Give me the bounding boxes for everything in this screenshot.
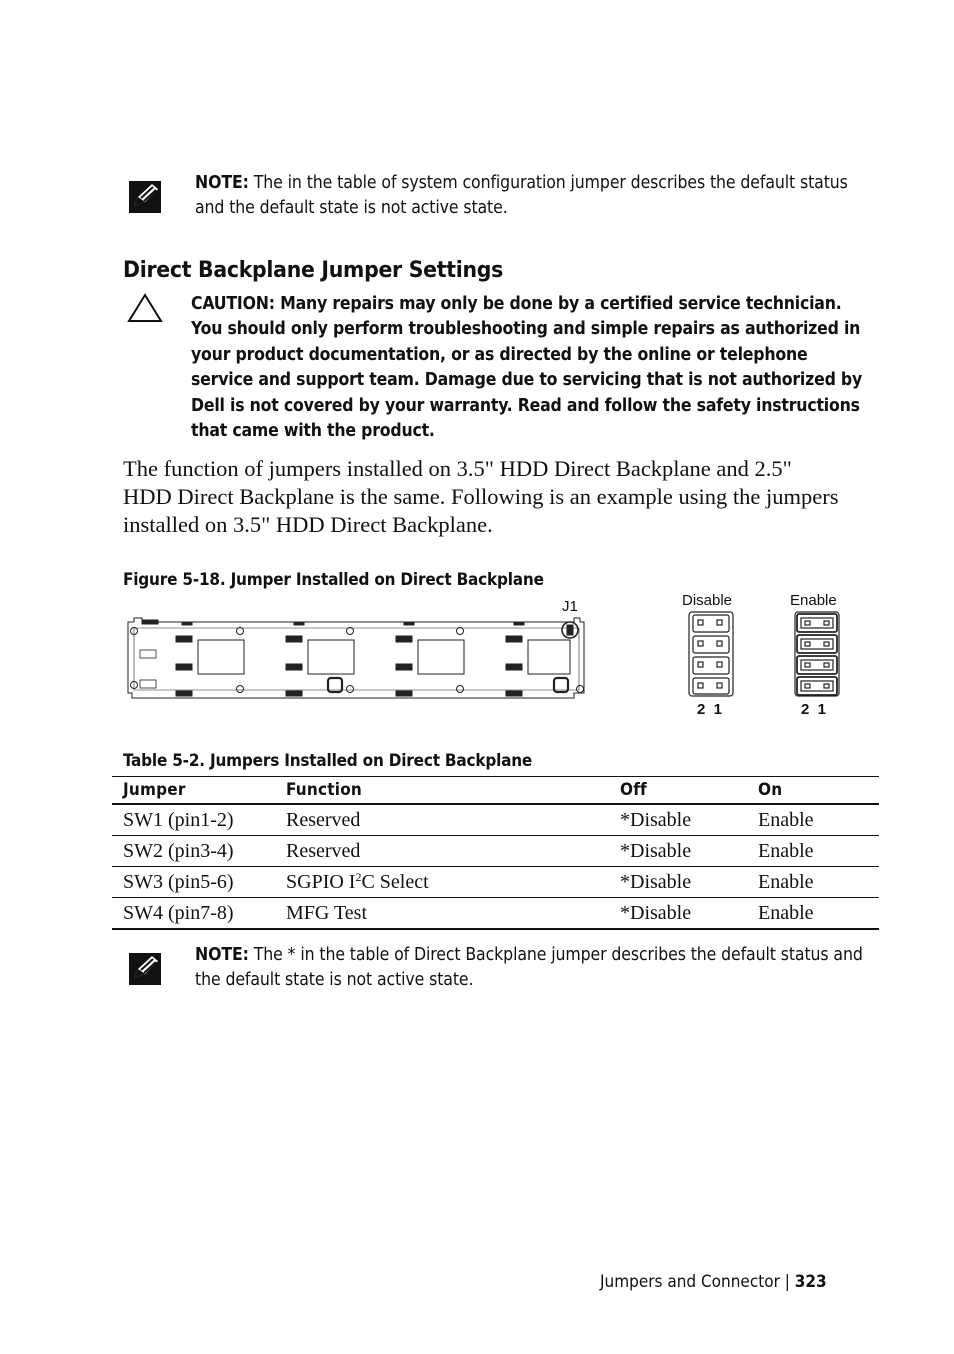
- cell-function: Reserved: [275, 836, 609, 867]
- disable-label: Disable: [682, 592, 733, 609]
- section-title: Direct Backplane Jumper Settings: [123, 258, 504, 283]
- table-row: [112, 836, 879, 867]
- figure-caption: Figure 5-18. Jumper Installed on Direct Backplane: [123, 570, 544, 590]
- header-on: On: [747, 777, 879, 805]
- cell-jumper: SW1 (pin1-2): [112, 804, 275, 836]
- cell-function: MFG Test: [275, 898, 609, 930]
- sgpio-superscript: 2: [355, 869, 362, 884]
- cell-off: *Disable: [609, 867, 747, 898]
- note-pencil-icon: [128, 180, 162, 214]
- table-row: [112, 804, 879, 836]
- page-footer: [600, 1272, 827, 1292]
- note-2: [195, 943, 865, 993]
- backplane-diagram: [124, 598, 594, 703]
- cell-jumper: SW3 (pin5-6): [112, 867, 275, 898]
- page-number: 323: [794, 1272, 827, 1292]
- header-function: Function: [275, 777, 609, 805]
- table-row: [112, 898, 879, 930]
- sgpio-text-rest: C Select: [361, 870, 429, 893]
- jumper-table: [112, 776, 879, 930]
- note-1: [195, 171, 855, 221]
- note-2-text: The * in the table of Direct Backplane jumper describes the default status and the default state is not active state.: [195, 945, 863, 990]
- jumper-disable-diagram: [686, 610, 736, 700]
- note-1-label: NOTE:: [195, 173, 249, 193]
- table-row: [112, 867, 879, 898]
- cell-jumper: SW4 (pin7-8): [112, 898, 275, 930]
- note-pencil-icon: [128, 952, 162, 986]
- table-header-row: [112, 777, 879, 805]
- header-off: Off: [609, 777, 747, 805]
- cell-function: Reserved: [275, 804, 609, 836]
- cell-off: *Disable: [609, 804, 747, 836]
- caution-triangle-icon: [127, 293, 163, 323]
- cell-on: Enable: [747, 898, 879, 930]
- cell-off: *Disable: [609, 836, 747, 867]
- cell-jumper: SW2 (pin3-4): [112, 836, 275, 867]
- note-1-text: The in the table of system configuration jumper describes the default status and the default state is not active state.: [195, 173, 848, 218]
- footer-separator: |: [784, 1272, 790, 1292]
- cell-off: *Disable: [609, 898, 747, 930]
- cell-function: [275, 867, 609, 898]
- note-2-label: NOTE:: [195, 945, 249, 965]
- table-caption: Table 5-2. Jumpers Installed on Direct Backplane: [123, 751, 533, 771]
- enable-pin-numbers: 2 1: [801, 701, 827, 718]
- sgpio-text: SGPIO I: [286, 870, 356, 893]
- header-jumper: Jumper: [112, 777, 275, 805]
- cell-on: Enable: [747, 836, 879, 867]
- cell-on: Enable: [747, 867, 879, 898]
- j1-label: J1: [562, 598, 578, 615]
- backplane-board: [128, 618, 584, 698]
- disable-pin-numbers: 2 1: [697, 701, 723, 718]
- footer-section: Jumpers and Connector: [600, 1272, 780, 1292]
- jumper-enable-diagram: [792, 610, 842, 700]
- body-paragraph: The function of jumpers installed on 3.5" HDD Direct Backplane and 2.5" HDD Direct Backplane is the same. Following is an example using the jumpers installed on 3.5" HDD Direct Backplane.: [123, 456, 839, 537]
- cell-on: Enable: [747, 804, 879, 836]
- caution-text: CAUTION: Many repairs may only be done by a certified service technician. You should only perform troubleshooting and simple repairs as authorized in your product documentation, or as directed by the online or telephone service and support team. Damage due to servicing that is not authorized by Dell is not covered by your warranty. Read and follow the safety instructions that came with the product.: [191, 294, 863, 442]
- enable-label: Enable: [790, 592, 837, 609]
